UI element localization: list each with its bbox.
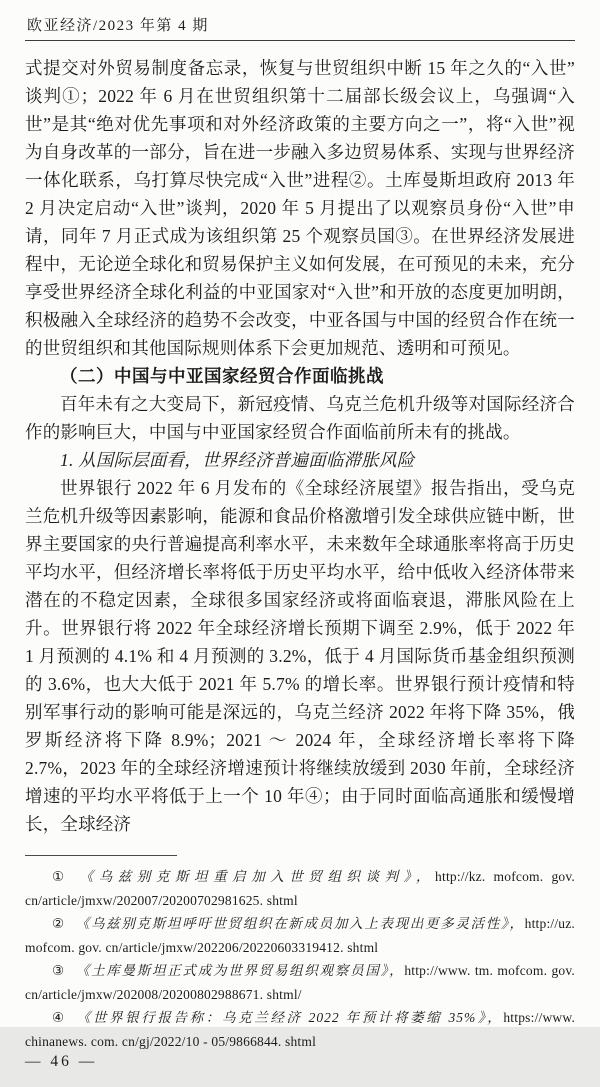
paragraph-challenges-intro: 百年未有之大变局下，新冠疫情、乌克兰危机升级等对国际经济合作的影响巨大，中国与中亚国家经贸合作面临前所未有的挑战。 <box>25 394 575 442</box>
footnote-4 <box>25 1006 575 1053</box>
footnotes-section <box>25 865 575 1053</box>
footnote-4-marker: ④ <box>52 1010 66 1025</box>
footnote-2-marker: ② <box>52 916 65 931</box>
subsection-heading-stagflation: 1. 从国际层面看，世界经济普遍面临滞胀风险 <box>60 450 415 470</box>
footnote-1-marker: ① <box>52 869 69 884</box>
footnote-divider <box>25 855 177 856</box>
footnote-3-title: 《土库曼斯坦正式成为世界贸易组织观察员国》， <box>75 963 405 978</box>
footnote-4-title: 《世界银行报告称：乌克兰经济 2022 年预计将萎缩 35%》， <box>76 1010 504 1025</box>
page-number: — 46 — <box>25 1053 98 1070</box>
footnote-4-url: https://www. chinanews. com. cn/gj/2022/10 - 05/9866844. shtml <box>25 1010 576 1049</box>
footnote-2-url: http://uz. mofcom. gov. cn/article/jmxw/202206/20220603319412. shtml <box>25 916 576 955</box>
footnote-3-url: http://www. tm. mofcom. gov. cn/article/jmxw/202008/20200802988671. shtml/ <box>25 963 576 1002</box>
paragraph-wto-accession: 式提交对外贸易制度备忘录，恢复与世贸组织中断 15 年之久的“入世”谈判①；2022 年 6 月在世贸组织第十二届部长级会议上，乌强调“入世”是其“绝对优先事项和对外经济政策的主要方向之一”，将“入世”视为自身改革的一部分，旨在进一步融入多边贸易体系、实现与世界经济一体化联系，乌打算尽快完成“入世”进程②。土库曼斯坦政府 2013 年 2 月决定启动“入世”谈判，2020 年 5 月提出了以观察员身份“入世”申请，同年 7 月正式成为该组织第 25 个观察员国③。在世界经济发展进程中，无论逆全球化和贸易保护主义如何发展，在可预见的未来，充分享受世界经济全球化利益的中亚国家对“入世”和开放的态度更加明朗，积极融入全球经济的趋势不会改变，中亚各国与中国的经贸合作在统一的世贸组织和其他国际规则体系下会更加规范、透明和可预见。 <box>25 58 575 358</box>
article-body <box>25 54 575 838</box>
running-header: 欧亚经济/2023 年第 4 期 <box>25 8 575 41</box>
paragraph-world-bank-outlook: 世界银行 2022 年 6 月发布的《全球经济展望》报告指出，受乌克兰危机升级等因素影响，能源和食品价格激增引发全球供应链中断，世界主要国家的央行普遍提高利率水平，未来数年全球通胀率将高于历史平均水平，但经济增长率将低于历史平均水平，给中低收入经济体带来潜在的不稳定因素，全球很多国家经济或将面临衰退，滞胀风险在上升。世界银行将 2022 年全球经济增长预期下调至 2.9%，低于 2022 年 1 月预测的 4.1% 和 4 月预测的 3.2%，低于 4 月国际货币基金组织预测的 3.6%，也大大低于 2021 年 5.7% 的增长率。世界银行预计疫情和特别军事行动的影响可能是深远的，乌克兰经济 2022 年将下降 35%，俄罗斯经济将下降 8.9%；2021 ～ 2024 年，全球经济增长率将下降 2.7%，2023 年的全球经济增速预计将继续放缓到 2030 年前，全球经济增速的平均水平将低于上一个 10 年④；由于同时面临高通胀和缓慢增长，全球经济 <box>25 478 575 834</box>
footnote-1-url: http://kz. mofcom. gov. cn/article/jmxw/202007/20200702981625. shtml <box>25 869 575 908</box>
footnote-3 <box>25 959 575 1006</box>
page-footer <box>25 1053 575 1087</box>
footnote-1-title: 《乌兹别克斯坦重启加入世贸组织谈判》， <box>79 869 436 884</box>
footnote-2-title: 《乌兹别克斯坦呼吁世贸组织在新成员加入上表现出更多灵活性》， <box>75 916 525 931</box>
footnote-2 <box>25 912 575 959</box>
footnote-1 <box>25 865 575 912</box>
footnote-3-marker: ③ <box>52 963 65 978</box>
section-heading-challenges: （二）中国与中亚国家经贸合作面临挑战 <box>60 366 384 386</box>
